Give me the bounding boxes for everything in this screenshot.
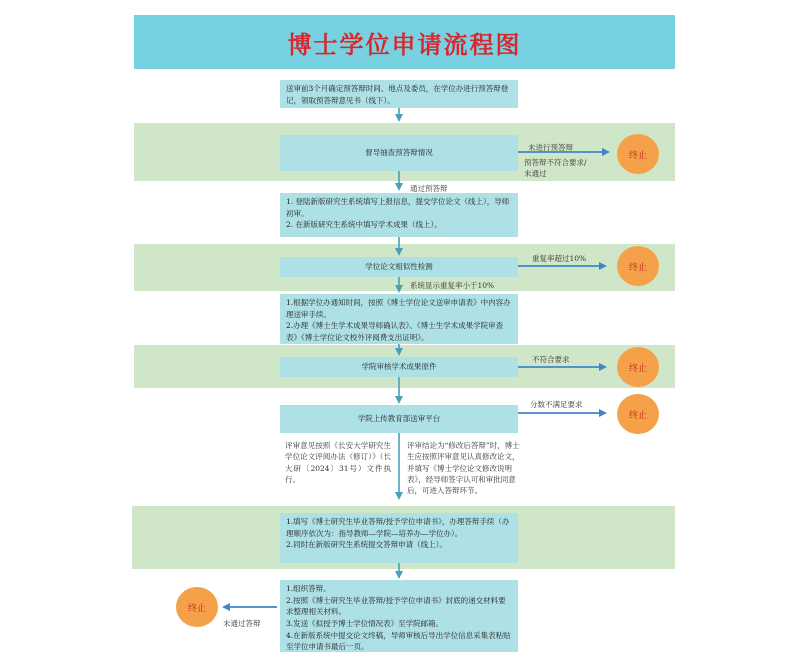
step-review-procedure-item-2: 2.办理《博士生学术成果导师确认表》、《博士生学术成果学院审查表》《博士学位论文校外评阅费支出证明》。 [286,321,504,342]
label-score-low: 分数不满足要求 [530,400,583,409]
step-defense-apply-item-1: 1.填写《博士研究生毕业答辩/授予学位申请书》，办理答辩手续（办理顺序依次为：指导教师—学院—培养办—学位办）。 [286,517,510,538]
step-similarity-check: 学位论文相似性检测 [280,257,518,277]
note-revise-defense: 评审结论为“修改后答辩”时，博士生应按照评审意见认真修改论文，并填写《博士学位论文修改说明表》，经导师签字认可和审批同意后，可进入答辩环节。 [407,441,520,495]
label-pre-defense-fail-line-1: 预答辩不符合要求/ [524,158,587,167]
label-pre-defense-fail [524,157,587,180]
stop-node-3: 终止 [617,347,659,387]
label-not-meet: 不符合要求 [532,355,570,364]
step-defense-item-3: 3.发送《拟授予博士学位情况表》至学院邮箱。 [286,618,444,628]
stop-node-2: 终止 [617,246,659,286]
note-review-rules: 评审意见按照《长安大学研究生学位论文评阅办法（修订）》（长大研〔2024〕31号）文件执行。 [285,441,391,484]
label-similarity-ok: 系统显示重复率小于10% [410,281,495,290]
step-defense-item-1: 1.组织答辩。 [286,584,331,593]
step-college-review: 学院审核学术成果原件 [280,357,518,377]
stop-node-4: 终止 [617,394,659,434]
label-passed-pre-defense: 通过预答辩 [410,184,448,193]
step-submit-thesis-item-2: 2. 在新版研究生系统中填写学术成果（线上）。 [286,220,442,230]
stop-node-5: 终止 [176,587,218,627]
page-title: 博士学位申请流程图 [134,15,675,69]
step-defense-item-4: 4.在新版系统中提交论文终稿，导师审核后导出学位信息采集表粘贴至学位申请书最后一页。 [286,630,511,652]
step-upload-platform: 学院上传教育部送审平台 [280,405,518,433]
step-supervision-check: 督导抽查预答辩情况 [280,135,518,171]
label-not-pre-defense: 未进行预答辩 [528,143,573,152]
step-pre-defense-register: 送审前3个月确定预答辩时间、地点及委员，在学位办进行预答辩登记，领取预答辩意见书（线下）。 [280,80,518,108]
step-defense-item-2: 2.按照《博士研究生毕业答辩/授予学位申请书》封底的递交材料要求整理相关材料。 [286,595,506,617]
label-defense-fail: 未通过答辩 [223,619,261,628]
step-defense-apply-item-2: 2.同时在新版研究生系统提交答辩申请（线上）。 [286,540,447,550]
label-repeat-over: 重复率超过10% [532,254,587,263]
step-submit-thesis-item-1: 1. 登陆新版研究生系统填写上报信息，提交学位论文（线上），导师初审。 [286,197,510,218]
stop-node-1: 终止 [617,134,659,174]
label-pre-defense-fail-line-2: 未通过 [524,169,547,179]
step-review-procedure-item-1: 1.根据学位办通知时间，按照《博士学位论文送审申请表》中内容办理送审手续。 [286,298,511,319]
